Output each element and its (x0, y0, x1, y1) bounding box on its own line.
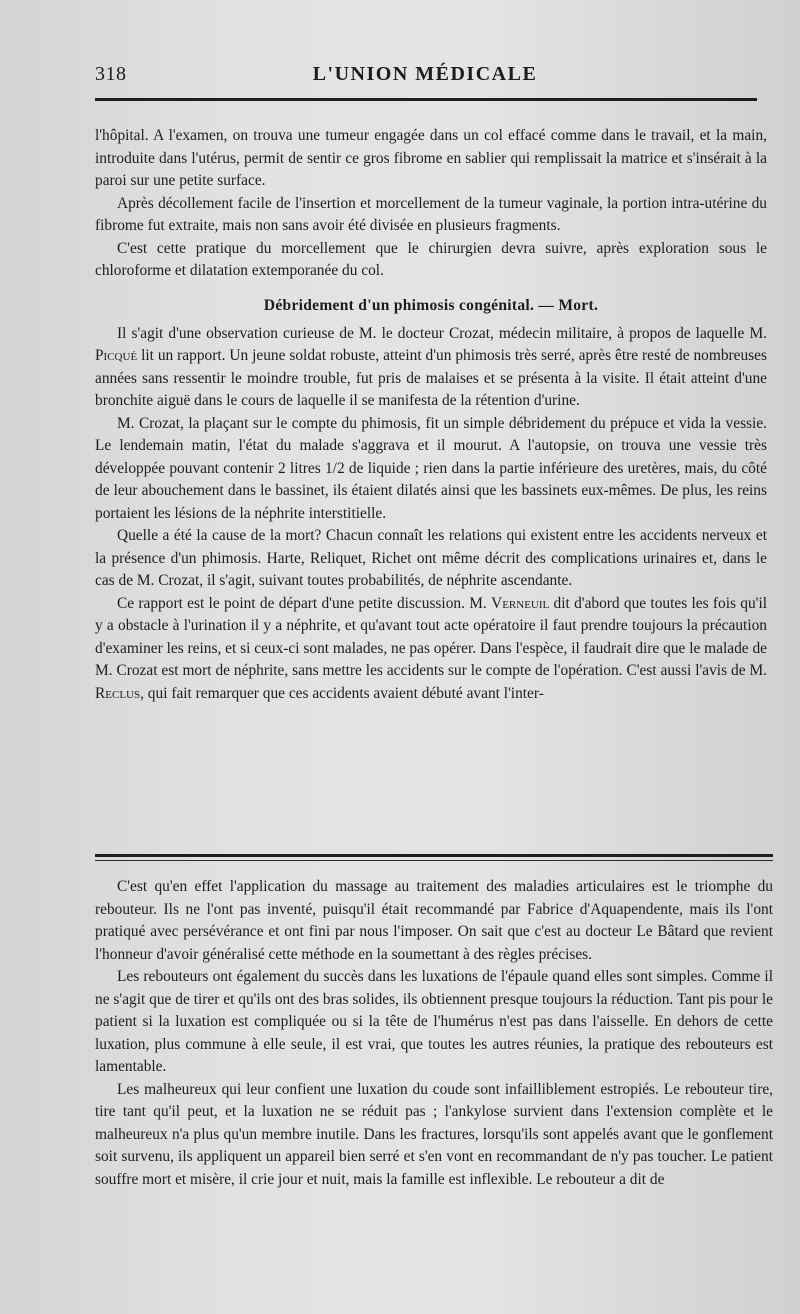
page-number: 318 (95, 63, 127, 85)
paragraph: Les malheureux qui leur confient une luxation du coude sont infailliblement estropiés. Le rebouteur tire, tire tant qu'il peut, et la luxation ne se réduit pas ; l'ankylose survient dans l'extension complète et le malheureux n'a plus qu'un membre inutile. Dans les fractures, lorsqu'ils sont appelés avant que le gonflement soit survenu, ils appliquent un appareil bien serré et s'en vont en recommandant de n'y pas toucher. Le patient souffre mort et misère, il crie jour et nuit, mais la famille est inflexible. Le rebouteur a dit de (95, 1080, 773, 1188)
person-name: Verneuil (491, 594, 550, 612)
page-header (95, 63, 755, 91)
paragraph: Après décollement facile de l'insertion et morcellement de la tumeur vaginale, la portion intra-utérine du fibrome fut extraite, mais non sans avoir été divisée en plusieurs fragments. (95, 194, 767, 234)
header-rule (95, 98, 757, 101)
paragraph: Il s'agit d'une observation curieuse de M. le docteur Crozat, médecin militaire, à propos de laquelle M. Picqué lit un rapport. Un jeune soldat robuste, atteint d'un phimosis très serré, après être resté de nombreuses années sans ressentir le moindre trouble, fut pris de malaises et se présenta à la visite. Il était atteint d'une bronchite aiguë dans le cours de laquelle il se manifesta de la rétention d'urine. (95, 324, 767, 409)
paragraph: C'est cette pratique du morcellement que le chirurgien devra suivre, après exploration sous le chloroforme et dilatation extemporanée du col. (95, 239, 767, 279)
paragraph: C'est qu'en effet l'application du massage au traitement des maladies articulaires est le triomphe du rebouteur. Ils ne l'ont pas inventé, puisqu'il était recommandé par Fabrice d'Aquapendente, mais ils l'ont pratiqué avec persévérance et ont fini par nous l'imposer. On sait que c'est au docteur Le Bâtard que revient l'honneur d'avoir généralisé cette méthode en la soumettant à des règles précises. (95, 878, 773, 963)
paragraph: Ce rapport est le point de départ d'une petite discussion. M. Verneuil dit d'abord que toutes les fois qu'il y a obstacle à l'urination il y a néphrite, et qu'avant tout acte opératoire il faut prendre toujours la précaution d'examiner les reins, et si ceux-ci sont malades, ne pas opérer. Dans l'espèce, il faudrait dire que le malade de M. Crozat est mort de néphrite, sans mettre les accidents sur le compte de l'opération. C'est aussi l'avis de M. Reclus, qui fait remarquer que ces accidents avaient débuté avant l'inter- (95, 594, 768, 702)
feuilleton-separator (95, 854, 773, 861)
paragraph: M. Crozat, la plaçant sur le compte du phimosis, fit un simple débridement du prépuce et vida la vessie. Le lendemain matin, l'état du malade s'aggrava et il mourut. A l'autopsie, on trouva une vessie très développée pouvant contenir 2 litres 1/2 de liquide ; rien dans la partie inférieure des uretères, mais, du côté de leur abouchement dans le bassinet, ils étaient dilatés ainsi que les bassinets eux-mêmes. De plus, les reins portaient les lésions de la néphrite interstitielle. (95, 414, 767, 522)
paragraph: Les rebouteurs ont également du succès dans les luxations de l'épaule quand elles sont simples. Comme il ne s'agit que de tirer et qu'ils ont des bras solides, ils obtiennent presque toujours la réduction. Tant pis pour le patient si la luxation est compliquée ou si la tête de l'humérus n'est pas dans l'aisselle. En dehors de cette luxation, plus commune à elle seule, il est vrai, que toutes les autres réunies, la pratique des rebouteurs est lamentable. (95, 968, 773, 1075)
running-title: L'UNION MÉDICALE (312, 63, 538, 85)
person-name: Reclus (95, 684, 141, 702)
feuilleton (95, 876, 773, 1191)
main-article (95, 125, 767, 705)
paragraph: Quelle a été la cause de la mort? Chacun connaît les relations qui existent entre les accidents nerveux et la présence d'un phimosis. Harte, Reliquet, Richet ont même décrit des complications urinaires et, dans le cas de M. Crozat, il s'agit, suivant toutes probabilités, de néphrite ascendante. (95, 527, 767, 589)
section-title: Débridement d'un phimosis congénital. — Mort. (263, 296, 599, 314)
paragraph: l'hôpital. A l'examen, on trouva une tumeur engagée dans un col effacé comme dans le travail, et la main, introduite dans l'utérus, permit de sentir ce gros fibrome en sablier qui remplissait la matrice et s'insérait à la paroi sur une petite surface. (95, 127, 767, 189)
person-name: Picqué (95, 347, 138, 364)
